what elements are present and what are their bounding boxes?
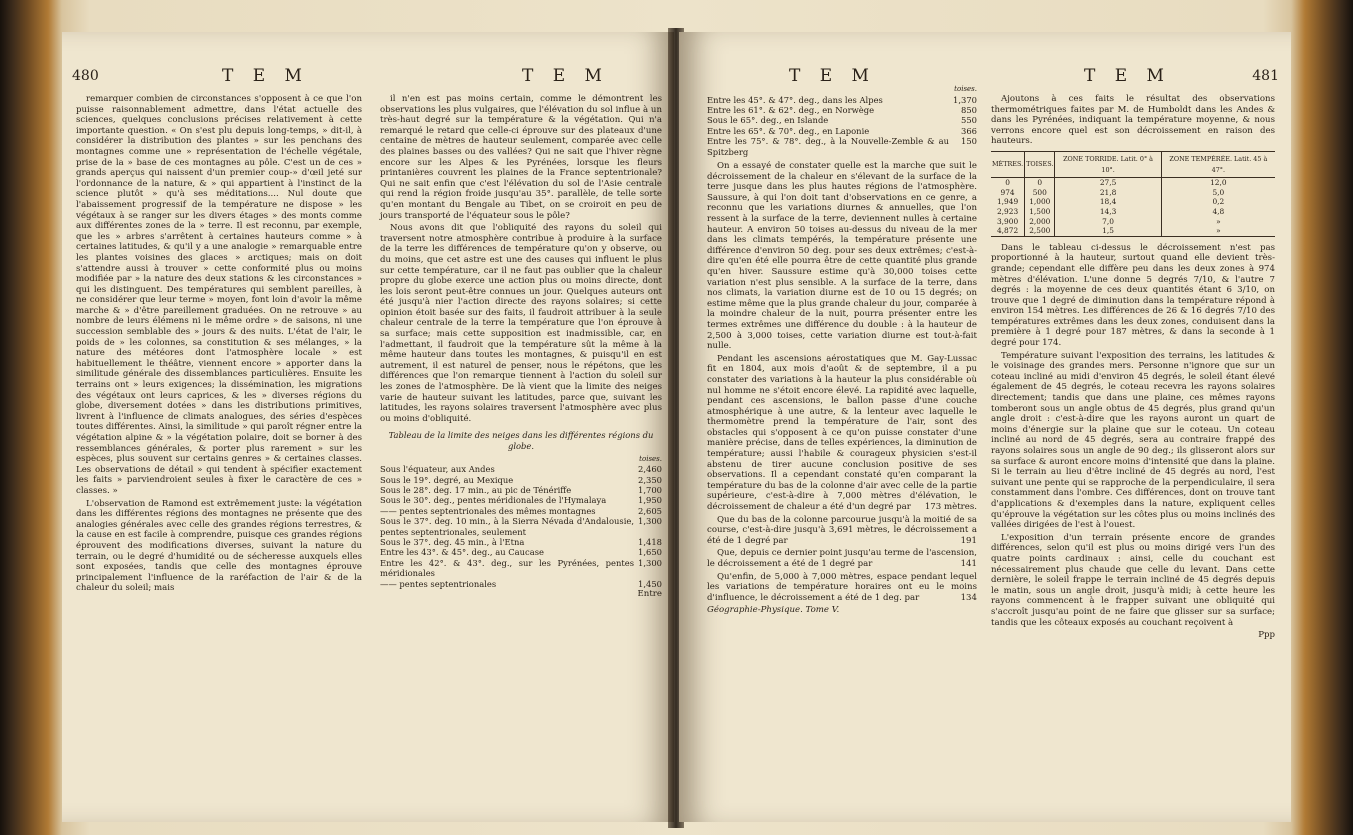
table-row bbox=[380, 485, 662, 495]
table-caption: Tableau de la limite des neiges dans les différentes régions du globe. bbox=[388, 430, 654, 451]
row-value: 150 bbox=[961, 136, 977, 147]
paragraph: Ajoutons à ces faits le résultat des observations thermométriques faites par M. de Humboldt dans les Andes & dans les Pyrénées, indiquant la température moyenne, & nous verrons encore quel est son décroissement en raison des hauteurs. bbox=[991, 94, 1275, 147]
table-cell: » bbox=[1216, 216, 1221, 226]
row-label: Sous le 28°. deg. 17 min., au pic de Ténériffe bbox=[380, 485, 572, 495]
table-cell: 12,0 bbox=[1210, 178, 1227, 188]
running-header-right: T E M bbox=[1084, 66, 1171, 86]
paragraph: Pendant les ascensions aérostatiques que M. Gay-Lussac fit en 1804, aux mois d'août & de septembre, il a pu constater des variations à la hauteur la plus considérable où nul homme ne s'étoit encore élevé. La rapidité avec laquelle, pendant ces ascensions, le ballon passe d'une couche atmosphérique à une autre, & la lenteur avec laquelle le thermomètre prend la température de l'air, sont des obstacles qui s'opposent à ce qu'on puisse constater d'une manière précise, dans de telles expériences, la diminution de température; aussi l'habile & courageux physicien s'est-il abstenu de tirer aucune conclusion positive de ses observations. Il a cependant constaté qu'en comparant la température du bas de la colonne d'air avec celle de la partie supérieure, c'est-à-dire à 7,000 mètres d'élévation, le décroissement de chaleur a été d'un degré par 173 mètres. bbox=[707, 353, 977, 513]
running-header-left: T E M bbox=[789, 66, 876, 86]
table-cell: 0,2 bbox=[1212, 197, 1225, 207]
table-row bbox=[991, 197, 1275, 207]
row-label: —— pentes septentrionales des mêmes montagnes bbox=[380, 505, 596, 516]
table-cell: 21,8 bbox=[1055, 188, 1161, 198]
table-cell: 1,000 bbox=[1025, 197, 1055, 207]
table-cell: 5,0 bbox=[1212, 187, 1225, 197]
table-row bbox=[380, 558, 662, 579]
table-row bbox=[991, 217, 1275, 227]
table-cell: 4,8 bbox=[1212, 206, 1225, 216]
row-value: 1,418 bbox=[638, 537, 662, 548]
right-column-1 bbox=[707, 84, 977, 616]
table-cell: 0 bbox=[1025, 178, 1055, 188]
table-cell: 974 bbox=[991, 188, 1025, 198]
snow-line-table-continued bbox=[707, 95, 977, 157]
page-number: 480 bbox=[72, 68, 99, 84]
row-label: Sous l'équateur, aux Andes bbox=[380, 464, 495, 475]
table-cell: 7,0 bbox=[1055, 217, 1161, 227]
table-row bbox=[991, 178, 1275, 188]
page-number: 481 bbox=[1252, 68, 1279, 84]
row-label: —— pentes septentrionales bbox=[380, 578, 497, 589]
table-cell: 2,923 bbox=[991, 207, 1025, 217]
signature-mark: Ppp bbox=[1258, 630, 1275, 641]
paragraph: On a essayé de constater quelle est la marche que suit le décroissement de la chaleur en s'élevant de la surface de la terre jusque dans les plus hautes régions de l'atmosphère. Saussure, à qui l'on doit tant d'observations en ce genre, a reconnu que les variations diurnes & annuelles, que l'on ressent à la surface de la terre, deviennent nulles à certaine hauteur. A environ 50 toises au-dessus du niveau de la mer dans les climats tempérés, la température présente une différence d'environ 50 deg. pour ses deux extrêmes; c'est-à-dire qu'en été elle pourra être de cette quantité plus grande qu'en hiver. Saussure estime qu'à 30,000 toises cette variation n'est plus sensible. A la surface de la terre, dans nos climats, la variation diurne est de 10 ou 15 degrés; on estime même que la plus grande chaleur du jour, comparée à la moindre chaleur de la nuit, pourra présenter entre les termes extrêmes une différence du double : à la hauteur de 2,500 à 3,000 toises, cette variation diurne est tout-à-fait nulle. bbox=[707, 161, 977, 352]
row-label: Entre les 42°. & 43°. deg., sur les Pyrénées, pentes méridionales bbox=[380, 557, 635, 579]
row-label: Sous le 65°. deg., en Islande bbox=[707, 115, 829, 126]
table-row bbox=[380, 537, 662, 547]
row-label: Sous le 19°. degré, au Mexique bbox=[380, 474, 514, 485]
row-label: Sous le 30°. deg., pentes méridionales de l'Hymalaya bbox=[380, 495, 607, 506]
row-value: 2,460 bbox=[638, 464, 662, 475]
row-label: Sous le 37°. deg. 10 min., à la Sierra Névada d'Andalousie, pentes septentrionales, seulement bbox=[380, 516, 635, 537]
row-value: 1,450 bbox=[638, 578, 662, 589]
row-value: 366 bbox=[961, 125, 977, 136]
table-row bbox=[380, 475, 662, 485]
table-row bbox=[991, 207, 1275, 217]
table-cell: 14,3 bbox=[1055, 207, 1161, 217]
table-cell: » bbox=[1161, 226, 1275, 236]
row-label: Entre les 43°. & 45°. deg., au Caucase bbox=[380, 547, 544, 558]
table-row bbox=[707, 126, 977, 136]
column-header: ZONE TORRIDE. Latit. 0° à 10°. bbox=[1055, 151, 1161, 177]
row-value: 2,605 bbox=[638, 505, 662, 516]
right-column-2 bbox=[991, 94, 1275, 641]
paragraph: Que, depuis ce dernier point jusqu'au terme de l'ascension, le décroissement a été de 1 degré par 141 bbox=[707, 548, 977, 569]
left-page bbox=[62, 32, 674, 822]
table-cell: 3,900 bbox=[991, 217, 1025, 227]
row-value: 1,950 bbox=[638, 495, 662, 506]
column-header: ZONE TEMPÉRÉE. Latit. 45 à 47°. bbox=[1161, 151, 1275, 177]
table-unit: toises. bbox=[639, 454, 662, 463]
table-row bbox=[380, 516, 662, 537]
table-cell: 18,4 bbox=[1055, 197, 1161, 207]
table-row bbox=[380, 464, 662, 474]
row-label: Sous le 37°. deg. 45 min., à l'Etna bbox=[380, 537, 525, 548]
paragraph: Que du bas de la colonne parcourue jusqu'à la moitié de sa course, c'est-à-dire jusqu'à 3,691 mètres, le décroissement a été de 1 degré par 191 bbox=[707, 514, 977, 546]
paragraph: il n'en est pas moins certain, comme le démontrent les observations les plus vulgaires, que l'élévation du sol influe à un très-haut degré sur la température & la végétation. Qui n'a remarqué le retard que celle-ci éprouve sur des plateaux d'une centaine de mètres de hauteur seulement, comparée avec celle des plaines basses ou des vallées? Qui ne sait que l'hiver règne encore sur les Alpes & les Pyrénées, lorsque les fleurs printanières couvrent les plaines de la France septentrionale? Qui ne sait enfin que c'est l'élévation du sol de l'Asie centrale qui rend la région froide jusqu'au 35°. parallèle, de telle sorte qu'en montant du Bengale au Tibet, on se croiroit en peu de jours transporté de l'équateur sous le pôle? bbox=[380, 94, 662, 221]
row-label: Entre les 45°. & 47°. deg., dans les Alpes bbox=[707, 94, 883, 105]
table-cell: 0 bbox=[991, 178, 1025, 188]
row-value: 550 bbox=[961, 115, 977, 126]
paragraph: remarquer combien de circonstances s'opposent à ce que l'on puisse raisonnablement admettre, dans l'état actuelle des sciences, quelques conclusions précises relativement à cette importante question. « On s'est plu depuis long-temps, » dit-il, à considérer la distribution des plantes » sur les penchans des montagnes comme une » représentation de l'échelle végétale, prise de la » base de ces montagnes au pôle. C'est un de ces » grands aperçus qui naissent d'un premier coup-» d'œil jeté sur l'ordonnance de la nature, & » qui appartient à l'instinct de la science plutôt » qu'à ses méditations.... Nul doute que l'abaissement progressif de la température ne dispose » les végétaux à se ranger sur les divers étages » des monts comme aux différentes zones de la » terre. Il est reconnu, par exemple, que les » arbres s'arrêtent à certaines hauteurs comme » à certaines latitudes, & qu'il y a une analogie » remarquable entre les plantes voisines des glaces » arctiques; mais on doit s'attendre aussi à trouver » cette conformité plus ou moins modifiée par » la nature des deux stations & les circonstances » qui les distinguent. Des températures qui semblent pareilles, à ne considérer que leur terme » moyen, font loin d'avoir la même marche & » d'être pareillement graduées. On ne retrouve » au nombre de leurs élémens ni le même ordre » de saisons, ni une succession semblable des » jours & des nuits. L'état de l'air, le poids de » les colonnes, sa constitution & ses mélanges, » la nature des météores dont l'atmosphère locale » est habituellement le théâtre, viennent encore » apporter dans la similitude générale des dissemblances particulières. Ensuite les terrains ont » leurs exigences; la dissémination, les migrations des végétaux ont leurs caprices, & les » diverses régions du globe, diversement dotées » dans les distributions primitives, livrent à l'influence de climats analogues, des séries d'espèces toutes différentes. Ainsi, la similitude » qui paroît régner entre la végétation alpine & » la végétation polaire, doit se borner à des ressemblances générales, & porter plus rarement » sur les espèces, plus souvent sur certains genres » & certaines classes. Les observations de détail » qui tendent à spécifier exactement les faits » parviendroient seules à fixer le caractère de ces » classes. » bbox=[76, 94, 362, 496]
row-value: 1,650 bbox=[638, 547, 662, 558]
snow-line-table bbox=[380, 464, 662, 589]
table-cell: 1,5 bbox=[1055, 226, 1161, 236]
column-header: TOISES. bbox=[1025, 151, 1055, 177]
table-cell: 2,000 bbox=[1025, 217, 1055, 227]
row-value: 2,350 bbox=[638, 474, 662, 485]
table-row bbox=[991, 226, 1275, 236]
left-column-1 bbox=[76, 94, 362, 596]
column-header: MÈTRES. bbox=[991, 151, 1025, 177]
right-page bbox=[679, 32, 1291, 822]
paragraph: Dans le tableau ci-dessus le décroissement n'est pas proportionné à la hauteur, surtout quand elle devient très-grande; cependant elle diffère peu dans les deux zones à 974 mètres d'élévation. L'une donne 5 degrés 7/10, & l'autre 7 degrés : la moyenne de ces deux quantités étant 6 3/10, on trouve que 1 degré de diminution dans la température répond à environ 154 mètres. Les différences de 26 & 16 degrés 7/10 des températures extrêmes dans les deux zones, conduisent dans la première à 1 degré pour 187 mètres, & dans la seconde à 1 degré pour 174. bbox=[991, 242, 1275, 349]
table-cell: 4,872 bbox=[991, 226, 1025, 236]
table-row bbox=[380, 495, 662, 505]
table-cell: 500 bbox=[1025, 188, 1055, 198]
table-row bbox=[380, 547, 662, 557]
paragraph: Température suivant l'exposition des terrains, les latitudes & le voisinage des grandes mers. Personne n'ignore que sur un coteau incliné au midi d'environ 45 degrés, le soleil étant élevé également de 45 degrés, le coteau recevra les rayons solaires directement; tandis que dans une plaine, ces mêmes rayons tomberont sous un angle obtus de 45 degrés, plus grand qu'un angle droit : c'est-à-dire que les rayons auront un quart de moins d'énergie sur la plaine que sur le coteau. Un coteau incliné au nord de 45 degrés, sera au contraire frappé des rayons solaires sous un angle de 90 deg.; ils glisseront alors sur sa surface & auront encore moins d'intensité que dans la plaine. Si le terrain au lieu d'être incliné de 45 degrés au nord, l'est suivant une pente qui se rapproche de la perpendiculaire, il sera constamment dans l'ombre. Ces différences, dont on trouve tant d'applications & d'exemples dans la nature, expliquent celles qu'éprouve la végétation sur les côtes plus ou moins inclinés des vallées dirigées de l'est à l'ouest. bbox=[991, 350, 1275, 531]
row-value: 1,700 bbox=[638, 485, 662, 495]
running-header-right: T E M bbox=[522, 66, 609, 86]
row-value: 1,370 bbox=[953, 94, 977, 105]
paragraph: Qu'enfin, de 5,000 à 7,000 mètres, espace pendant lequel les variations de température horaires ont eu le moins d'influence, le décroissement a été de 1 deg. par 134 bbox=[707, 571, 977, 603]
table-row bbox=[707, 95, 977, 105]
table-unit: toises. bbox=[954, 85, 977, 93]
table-cell: 1,949 bbox=[991, 197, 1025, 207]
row-value: 850 bbox=[961, 105, 977, 115]
paragraph: L'observation de Ramond est extrêmement juste: la végétation dans les différentes régions des montagnes ne présente que des analogies générales avec celle des grandes régions terrestres, & la cause en est facile à comprendre, puisque ces grandes régions éprouvent des modifications diverses, suivant la nature du terrain, ou le degré d'humidité ou de sécheresse auxquels elles sont exposées, tandis que celle des montagnes éprouve principalement l'influence de la raréfaction de l'air & de la chaleur du soleil; mais bbox=[76, 498, 362, 594]
table-row bbox=[380, 579, 662, 589]
table-row bbox=[707, 136, 977, 157]
table-cell: 2,500 bbox=[1025, 226, 1055, 236]
row-label: Entre les 65°. & 70°. deg., en Laponie bbox=[707, 125, 870, 136]
table-row bbox=[380, 506, 662, 516]
table-row bbox=[991, 188, 1275, 198]
row-value: 1,300 bbox=[638, 557, 662, 568]
table-row bbox=[707, 105, 977, 115]
table-cell: 27,5 bbox=[1055, 178, 1161, 188]
running-header-left: T E M bbox=[222, 66, 309, 86]
paragraph: Nous avons dit que l'obliquité des rayons du soleil qui traversent notre atmosphère contribue à produire à la surface de la terre les différences de température qu'on y observe, ou du moins, que cet astre est une des causes qui influent le plus sur cette température, car il ne faut pas oublier que la chaleur propre du globe exerce une action plus ou moins directe, dont les lois seront peut-être connues un jour. Quelques auteurs ont été jusqu'à nier l'action directe des rayons solaires; si cette opinion étoit basée sur des faits, il faudroit attribuer à la seule chaleur centrale de la terre la température que l'on éprouve à sa surface; mais cette supposition est inadmissible, car, en l'admettant, il faudroit que la température sût la même à la même hauteur dans toutes les montagnes, & puisqu'il en est autrement, il est naturel de penser, nous le répétons, que les différences que l'on remarque tiennent à l'action du soleil sur les zones de l'atmosphère. De là vient que la limite des neiges varie de hauteur suivant les latitudes, parce que, suivant les latitudes, les rayons solaires traversent l'atmosphère avec plus ou moins d'obliquité. bbox=[380, 223, 662, 424]
row-value: 1,300 bbox=[638, 516, 662, 527]
left-column-2 bbox=[380, 94, 662, 600]
signature-line: Géographie-Physique. Tome V. bbox=[707, 605, 840, 616]
row-label: Entre les 75°. & 78°. deg., à la Nouvelle-Zemble & au Spitzberg bbox=[707, 136, 950, 157]
catchword: Entre bbox=[637, 589, 662, 600]
table-cell: 1,500 bbox=[1025, 207, 1055, 217]
row-label: Entre les 61°. & 62°. deg., en Norwège bbox=[707, 105, 875, 115]
table-row bbox=[707, 115, 977, 125]
temperature-table bbox=[991, 151, 1275, 237]
paragraph: L'exposition d'un terrain présente encore de grandes différences, selon qu'il est plus ou moins dirigé vers l'un des quatre points cardinaux : ainsi, celle du couchant est nécessairement plus chaude que celle du levant. Dans cette dernière, le soleil frappe le terrain incliné de 45 degrés depuis le matin, sous un angle droit, jusqu'à midi; à cette heure les rayons commencent à le frapper suivant une obliquité qui s'accroît jusqu'au point de ne faire que glisser sur sa surface; tandis que les côteaux exposés au couchant reçoivent à bbox=[991, 532, 1275, 628]
